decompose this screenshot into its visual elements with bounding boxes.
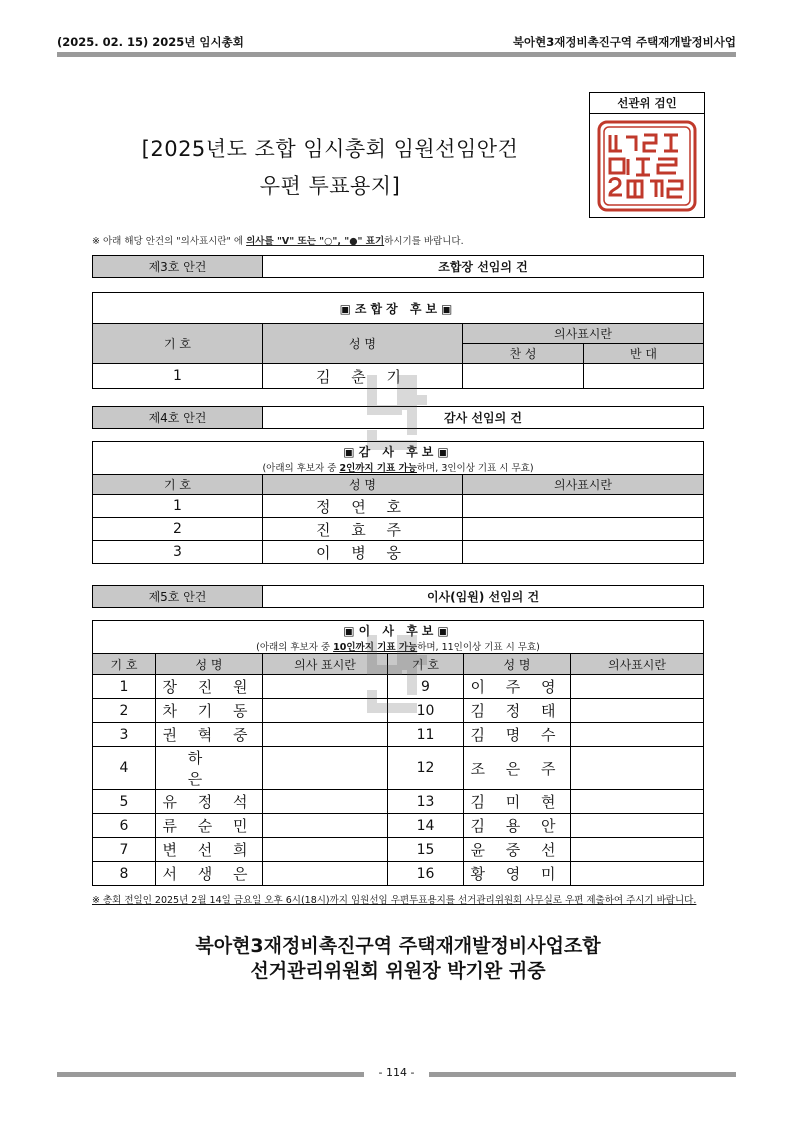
agenda3-candidate-no: 1 (93, 364, 263, 389)
agenda3-col-vote: 의사표시란 (463, 324, 704, 344)
agenda5-section-title: ▣이 사 후보▣ (343, 623, 453, 638)
agenda5-right-vote-cell[interactable] (571, 747, 704, 790)
table-row (93, 495, 704, 518)
document-title-line-2: 우편 투표용지] (259, 174, 401, 198)
agenda5-col-symbol-left: 기 호 (93, 654, 156, 675)
agenda5-left-no: 5 (93, 790, 156, 814)
table-row (93, 723, 704, 747)
agenda4-col-name: 성 명 (263, 475, 463, 495)
agenda5-right-no: 13 (388, 790, 464, 814)
agenda5-left-no: 1 (93, 675, 156, 699)
header-rule (57, 52, 736, 57)
agenda5-col-vote-left: 의사 표시란 (263, 654, 388, 675)
agenda5-right-no: 12 (388, 747, 464, 790)
table-row (93, 814, 704, 838)
agenda5-col-symbol-right: 기 호 (388, 654, 464, 675)
agenda4-candidate-table (92, 441, 704, 564)
agenda3-label: 제3호 안건 (93, 256, 263, 278)
instruction-suffix: 하시기를 바랍니다. (384, 236, 464, 247)
closing-association-name: 북아현3재정비촉진구역 주택재개발정비사업조합 (195, 935, 601, 957)
agenda5-right-no: 9 (388, 675, 464, 699)
agenda4-candidate-name: 이 병 웅 (263, 541, 463, 564)
table-row (93, 862, 704, 886)
agenda4-header-table (92, 406, 704, 429)
agenda5-right-vote-cell[interactable] (571, 723, 704, 747)
agenda3-title: 조합장 선임의 건 (263, 256, 704, 278)
agenda5-left-vote-cell[interactable] (263, 699, 388, 723)
header-left: (2025. 02. 15) 2025년 임시총회 (57, 35, 244, 49)
agenda5-col-name-right: 성 명 (464, 654, 571, 675)
agenda5-left-name: 변 선 희 (156, 838, 263, 862)
header-right: 북아현3재정비촉진구역 주택재개발정비사업 (512, 35, 736, 49)
agenda5-label: 제5호 안건 (93, 586, 263, 608)
election-committee-stamp-box (589, 92, 705, 218)
agenda3-candidate-table (92, 292, 704, 389)
table-row (93, 364, 704, 389)
table-row (93, 747, 704, 790)
page-header (57, 34, 736, 50)
table-row (93, 790, 704, 814)
agenda4-rule-emphasis: 2인까지 기표 가능 (339, 462, 417, 474)
agenda5-right-vote-cell[interactable] (571, 790, 704, 814)
agenda3-section-title: ▣조합장 후보▣ (93, 293, 704, 324)
agenda5-rule-suffix: 하며, 11인이상 기표 시 무효) (417, 641, 540, 653)
instruction-emphasis: 의사를 "V" 또는 "○", "●" 표기 (246, 236, 385, 247)
agenda5-right-no: 14 (388, 814, 464, 838)
agenda5-section-cell (93, 621, 704, 654)
agenda5-left-vote-cell[interactable] (263, 862, 388, 886)
agenda5-col-vote-right: 의사표시란 (571, 654, 704, 675)
agenda3-vote-no-cell[interactable] (584, 364, 704, 389)
agenda5-left-no: 4 (93, 747, 156, 790)
agenda4-col-symbol: 기 호 (93, 475, 263, 495)
agenda5-left-no: 3 (93, 723, 156, 747)
agenda5-left-no: 8 (93, 862, 156, 886)
agenda4-candidate-no: 1 (93, 495, 263, 518)
stamp-caption: 선관위 검인 (590, 93, 704, 114)
agenda4-rule-suffix: 하며, 3인이상 기표 시 무효) (416, 462, 534, 474)
agenda5-left-vote-cell[interactable] (263, 723, 388, 747)
agenda4-vote-cell[interactable] (463, 541, 704, 564)
agenda4-title: 감사 선임의 건 (263, 407, 704, 429)
agenda5-right-name: 김 용 안 (464, 814, 571, 838)
footer-rule-right (429, 1072, 736, 1077)
agenda5-right-no: 10 (388, 699, 464, 723)
agenda4-vote-cell[interactable] (463, 495, 704, 518)
agenda5-right-name: 김 명 수 (464, 723, 571, 747)
agenda5-right-name: 윤 중 선 (464, 838, 571, 862)
agenda5-left-name: 권 혁 중 (156, 723, 263, 747)
agenda5-right-no: 15 (388, 838, 464, 862)
agenda5-left-vote-cell[interactable] (263, 675, 388, 699)
agenda5-left-no: 6 (93, 814, 156, 838)
agenda5-left-name: 유 정 석 (156, 790, 263, 814)
agenda5-voting-rule (93, 639, 703, 653)
agenda5-right-no: 11 (388, 723, 464, 747)
agenda5-left-vote-cell[interactable] (263, 838, 388, 862)
table-row (93, 838, 704, 862)
agenda5-right-vote-cell[interactable] (571, 862, 704, 886)
agenda3-candidate-name: 김 춘 기 (263, 364, 463, 389)
agenda5-right-vote-cell[interactable] (571, 675, 704, 699)
agenda5-right-name: 이 주 영 (464, 675, 571, 699)
agenda4-candidate-name: 정 연 호 (263, 495, 463, 518)
instruction-prefix: ※ 아래 해당 안건의 "의사표시란" 에 (92, 236, 247, 247)
agenda4-vote-cell[interactable] (463, 518, 704, 541)
agenda4-label: 제4호 안건 (93, 407, 263, 429)
agenda5-left-name: 차 기 동 (156, 699, 263, 723)
agenda5-left-name: 장 진 원 (156, 675, 263, 699)
table-row (93, 518, 704, 541)
agenda5-right-vote-cell[interactable] (571, 838, 704, 862)
agenda5-col-name-left: 성 명 (156, 654, 263, 675)
agenda5-right-name: 김 정 태 (464, 699, 571, 723)
agenda5-rule-prefix: (아래의 후보자 중 (256, 641, 334, 653)
agenda5-left-vote-cell[interactable] (263, 790, 388, 814)
agenda5-left-name: 류 순 민 (156, 814, 263, 838)
agenda3-vote-yes-cell[interactable] (463, 364, 584, 389)
agenda3-col-name: 성 명 (263, 324, 463, 364)
agenda5-right-name: 조 은 주 (464, 747, 571, 790)
agenda5-candidate-table (92, 620, 704, 886)
table-row (93, 699, 704, 723)
agenda5-left-name: 하 은 (156, 747, 263, 790)
agenda5-title: 이사(임원) 선임의 건 (263, 586, 704, 608)
agenda4-rule-prefix: (아래의 후보자 중 (262, 462, 340, 474)
agenda4-col-vote: 의사표시란 (463, 475, 704, 495)
submission-footnote: ※ 총회 전일인 2025년 2월 14일 금요일 오후 6시(18시)까지 임원선임 우편투표용지를 선거관리위원회 사무실로 우편 제출하여 주시기 바랍니다. (92, 895, 697, 906)
agenda4-candidate-no: 2 (93, 518, 263, 541)
agenda5-left-no: 7 (93, 838, 156, 862)
table-row (93, 541, 704, 564)
table-row (93, 675, 704, 699)
agenda5-left-no: 2 (93, 699, 156, 723)
agenda4-voting-rule (93, 460, 703, 474)
instruction-text (92, 233, 464, 247)
agenda5-right-no: 16 (388, 862, 464, 886)
agenda3-header-table (92, 255, 704, 278)
agenda5-header-table (92, 585, 704, 608)
agenda4-candidate-name: 진 효 주 (263, 518, 463, 541)
seal-icon (596, 119, 698, 213)
agenda5-right-name: 황 영 미 (464, 862, 571, 886)
agenda3-col-symbol: 기 호 (93, 324, 263, 364)
agenda5-left-vote-cell[interactable] (263, 814, 388, 838)
agenda4-candidate-no: 3 (93, 541, 263, 564)
page-number: - 114 - (378, 1066, 415, 1079)
agenda4-section-title: ▣감 사 후보▣ (343, 444, 453, 459)
agenda5-left-vote-cell[interactable] (263, 747, 388, 790)
agenda5-rule-emphasis: 10인까지 기표 가능 (333, 641, 418, 653)
agenda5-right-name: 김 미 현 (464, 790, 571, 814)
document-title-line-1: [2025년도 조합 임시총회 임원선임안건 (141, 137, 519, 161)
agenda3-col-yes: 찬 성 (463, 344, 584, 364)
footer-rule-left (57, 1072, 364, 1077)
agenda3-col-no: 반 대 (584, 344, 704, 364)
agenda5-right-vote-cell[interactable] (571, 699, 704, 723)
agenda4-section-cell (93, 442, 704, 475)
agenda5-left-name: 서 생 은 (156, 862, 263, 886)
agenda5-right-vote-cell[interactable] (571, 814, 704, 838)
closing-addressee: 선거관리위원회 위원장 박기완 귀중 (250, 960, 546, 982)
